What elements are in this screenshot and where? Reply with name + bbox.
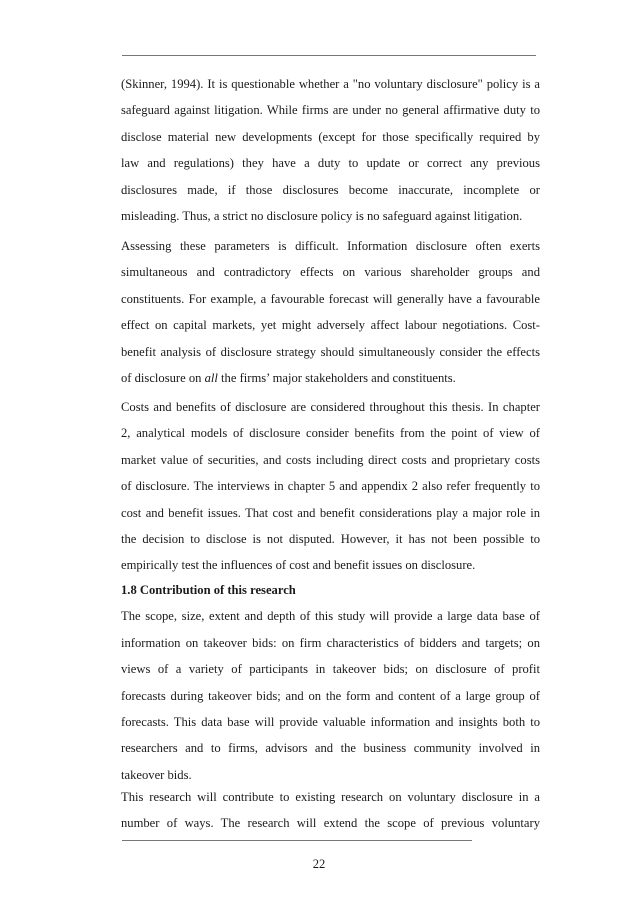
text-line: law and regulations) they have a duty to update or correct any previous bbox=[121, 156, 540, 171]
text-line: forecasts during takeover bids; and on the form and content of a large group of bbox=[121, 688, 540, 703]
text-line bbox=[121, 365, 540, 391]
paragraph-assessing bbox=[121, 233, 540, 391]
footer-rule bbox=[122, 840, 472, 841]
text-line: cost and benefit issues. That cost and benefit considerations play a major role in bbox=[121, 505, 540, 520]
text-line: views of a variety of participants in takeover bids; on disclosure of profit bbox=[121, 662, 540, 677]
text-line: disclose material new developments (except for those specifically required by bbox=[121, 129, 540, 144]
text-line: the decision to disclose is not disputed. However, it has not been possible to bbox=[121, 531, 540, 546]
text-line: researchers and to firms, advisors and the business community involved in bbox=[121, 741, 540, 756]
text-line: number of ways. The research will extend the scope of previous voluntary bbox=[121, 816, 540, 831]
section-heading: 1.8 Contribution of this research bbox=[121, 583, 296, 597]
text-line: empirically test the influences of cost and benefit issues on disclosure. bbox=[121, 558, 476, 573]
paragraph-costs-benefits bbox=[121, 394, 540, 579]
text-line: 2, analytical models of disclosure consider benefits from the point of view of bbox=[121, 426, 540, 441]
text-line: information on takeover bids: on firm characteristics of bidders and targets; on bbox=[121, 635, 540, 650]
text-line: benefit analysis of disclosure strategy should simultaneously consider the effects bbox=[121, 344, 540, 359]
text-line: safeguard against litigation. While firms are under no general affirmative duty to bbox=[121, 103, 540, 118]
text-line: market value of securities, and costs including direct costs and proprietary costs bbox=[121, 452, 540, 467]
text-line: misleading. Thus, a strict no disclosure policy is no safeguard against litigation. bbox=[121, 208, 523, 223]
text-fragment: the firms’ major stakeholders and constituents. bbox=[217, 370, 456, 385]
text-line: disclosures made, if those disclosures become inaccurate, incomplete or bbox=[121, 182, 540, 197]
page-number: 22 bbox=[312, 857, 326, 871]
text-line: This research will contribute to existing research on voluntary disclosure in a bbox=[121, 790, 540, 804]
text-line: The scope, size, extent and depth of this study will provide a large data base of bbox=[121, 609, 540, 624]
section-contribution bbox=[121, 577, 540, 788]
paragraph-this-research bbox=[121, 784, 540, 837]
text-line: Costs and benefits of disclosure are considered throughout this thesis. In chapter bbox=[121, 400, 540, 414]
text-line: takeover bids. bbox=[121, 767, 192, 782]
text-line: (Skinner, 1994). It is questionable whether a "no voluntary disclosure" policy is a bbox=[121, 77, 540, 91]
text-line: of disclosure. The interviews in chapter 5 and appendix 2 also refer frequently to bbox=[121, 479, 540, 494]
text-line: constituents. For example, a favourable forecast will generally have a favourable bbox=[121, 291, 540, 306]
text-line: forecasts. This data base will provide valuable information and insights both to bbox=[121, 714, 540, 729]
text-fragment: of disclosure on bbox=[121, 370, 205, 385]
header-rule bbox=[122, 55, 536, 56]
text-line: Assessing these parameters is difficult. Information disclosure often exerts bbox=[121, 239, 540, 253]
text-line: effect on capital markets, yet might adversely affect labour negotiations. Cost- bbox=[121, 318, 540, 333]
italic-emphasis: all bbox=[204, 370, 218, 385]
paragraph-litigation bbox=[121, 71, 540, 229]
text-line: simultaneous and contradictory effects on various shareholder groups and bbox=[121, 265, 540, 280]
